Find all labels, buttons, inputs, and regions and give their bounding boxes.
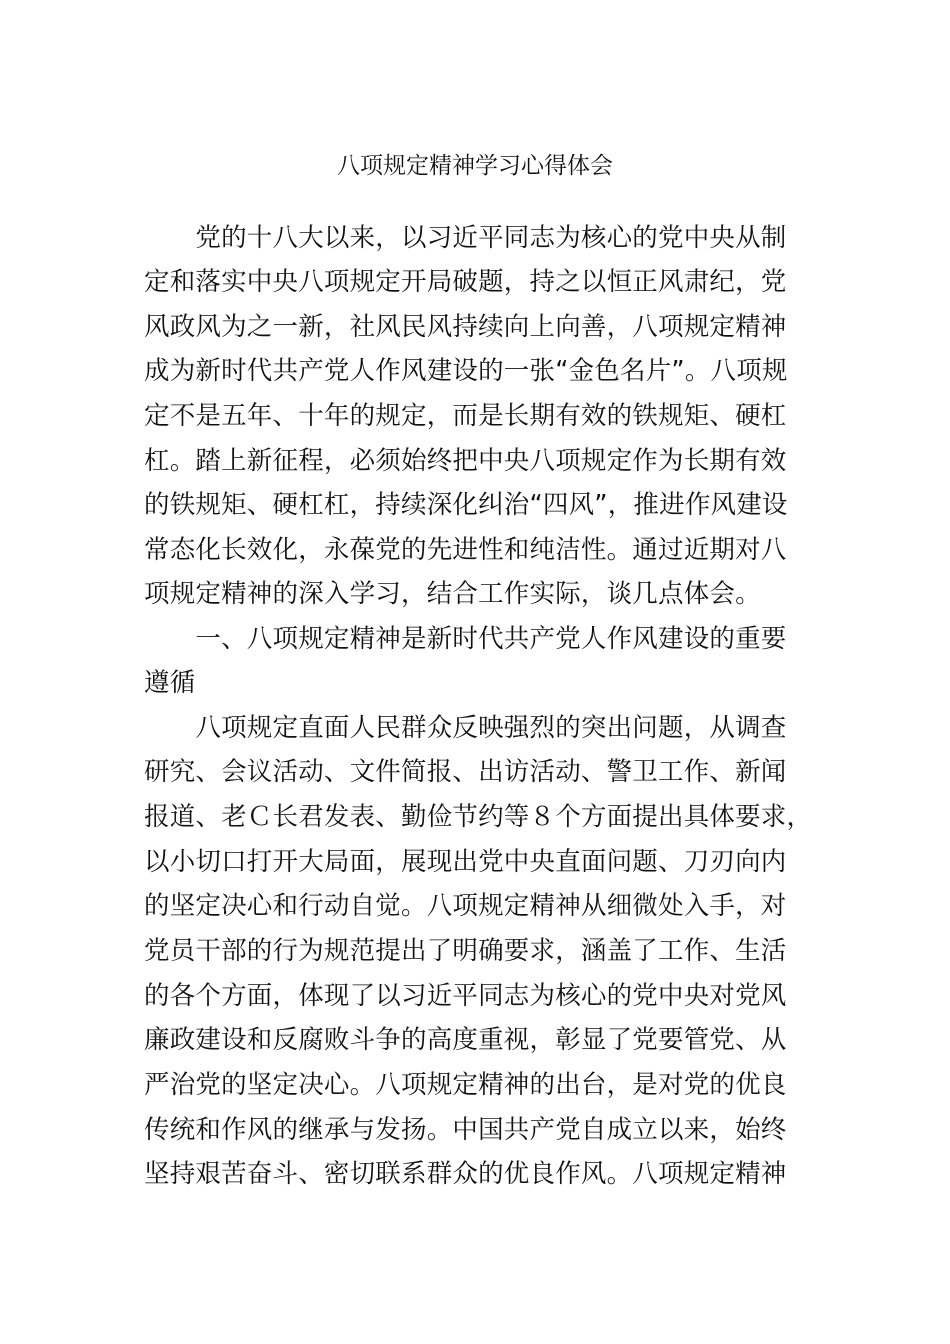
paragraph-line: 廉政建设和反腐败斗争的高度重视，彰显了党要管党、从: [144, 1025, 787, 1055]
paragraph-line: 以小切口打开大局面，展现出党中央直面问题、刀刃向内: [144, 847, 787, 877]
paragraph-line: 的坚定决心和行动自觉。八项规定精神从细微处入手，对: [144, 891, 787, 921]
paragraph-line: 常态化长效化，永葆党的先进性和纯洁性。通过近期对八: [144, 535, 787, 565]
paragraph-line: 党员干部的行为规范提出了明确要求，涵盖了工作、生活: [144, 936, 787, 966]
paragraph-line: 项规定精神的深入学习，结合工作实际，谈几点体会。: [144, 579, 761, 609]
paragraph-line: 风政风为之一新，社风民风持续向上向善，八项规定精神: [144, 312, 787, 342]
paragraph-line: 的各个方面，体现了以习近平同志为核心的党中央对党风: [144, 981, 787, 1011]
paragraph-line: 严治党的坚定决心。八项规定精神的出台，是对党的优良: [144, 1070, 787, 1100]
paragraph-line: 定不是五年、十年的规定，而是长期有效的铁规矩、硬杠: [144, 401, 787, 431]
paragraph-line: 杠。踏上新征程，必须始终把中央八项规定作为长期有效: [144, 446, 787, 476]
paragraph-line: 党的十八大以来，以习近平同志为核心的党中央从制: [144, 223, 787, 253]
paragraph-line: 报道、老Ｃ长君发表、勤俭节约等８个方面提出具体要求，: [144, 802, 813, 832]
paragraph-line: 坚持艰苦奋斗、密切联系群众的优良作风。八项规定精神: [144, 1159, 787, 1189]
document-title: 八项规定精神学习心得体会: [337, 153, 613, 179]
paragraph-line: 的铁规矩、硬杠杠，持续深化纠治“四风”，推进作风建设: [144, 490, 788, 520]
paragraph-line: 成为新时代共产党人作风建设的一张“金色名片”。八项规: [144, 356, 788, 386]
paragraph-line: 定和落实中央八项规定开局破题，持之以恒正风肃纪，党: [144, 267, 787, 297]
paragraph-line: 传统和作风的继承与发扬。中国共产党自成立以来，始终: [144, 1115, 787, 1145]
paragraph-line: 研究、会议活动、文件简报、出访活动、警卫工作、新闻: [144, 757, 787, 787]
section-heading-line: 一、八项规定精神是新时代共产党人作风建设的重要: [144, 624, 787, 654]
paragraph-line: 八项规定直面人民群众反映强烈的突出问题，从调查: [144, 713, 787, 743]
section-heading-line: 遵循: [144, 668, 196, 698]
